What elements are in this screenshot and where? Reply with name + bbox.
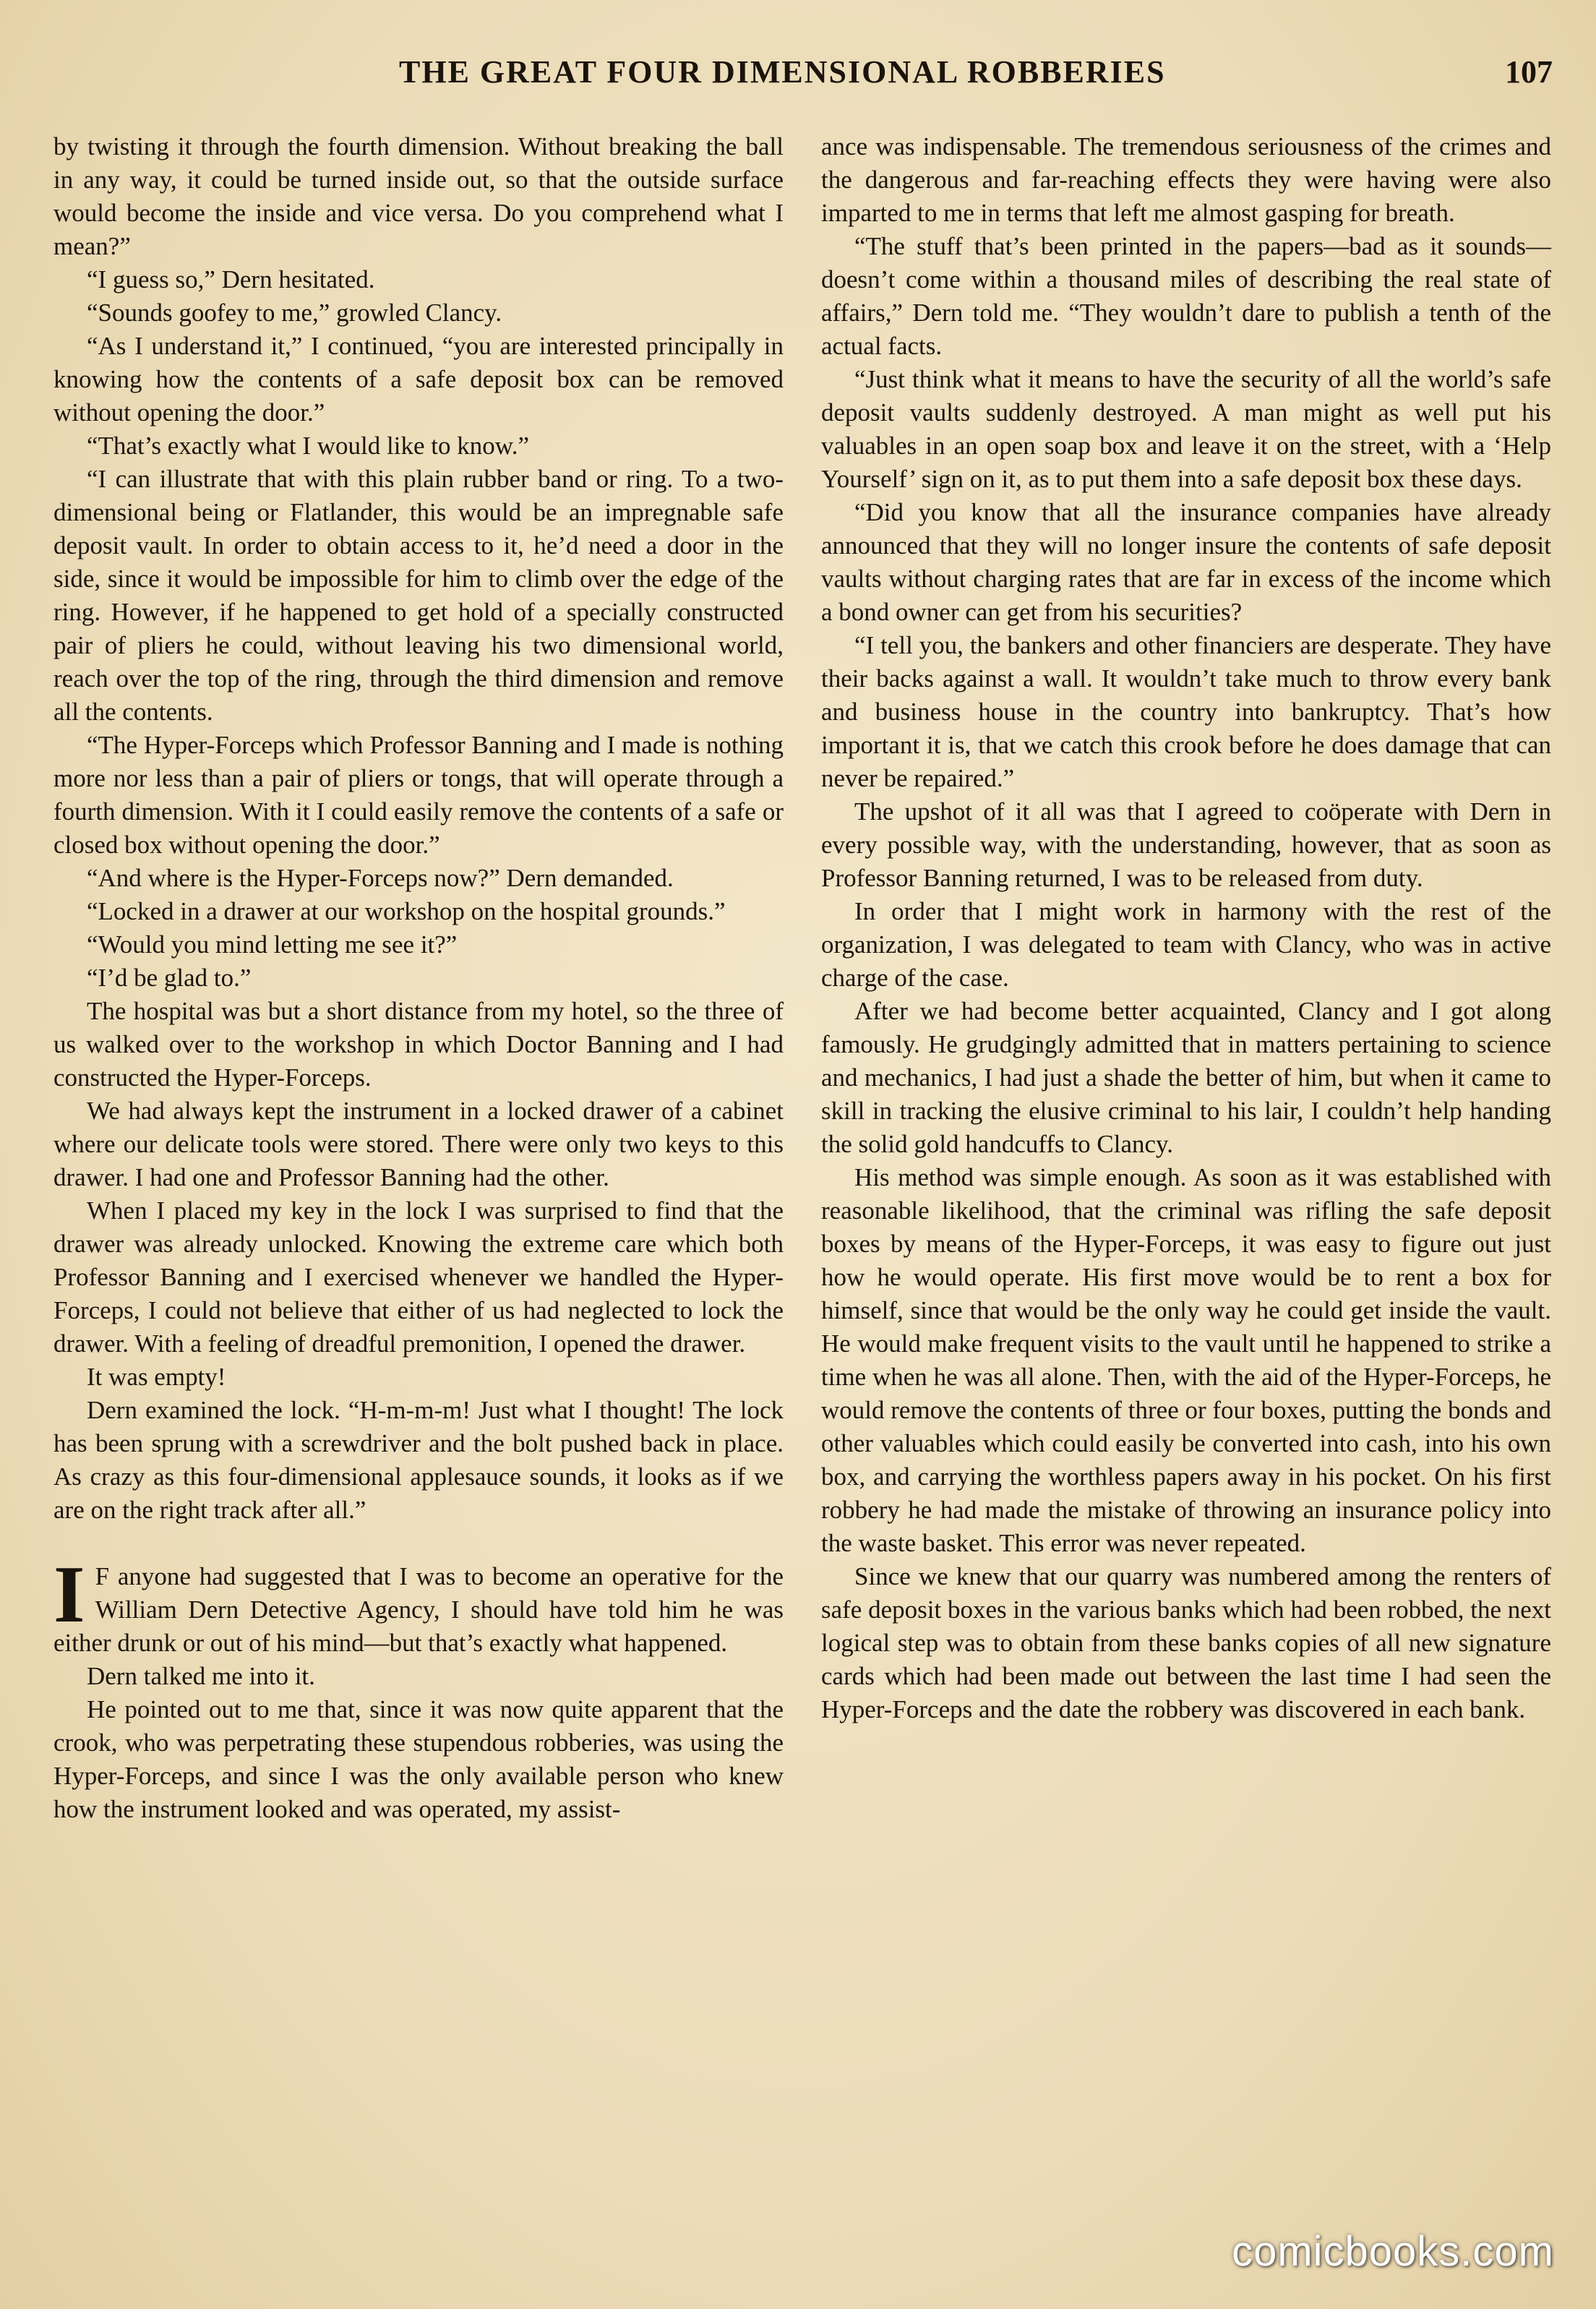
paragraph: It was empty! [87,1363,226,1391]
paragraph: “That’s exactly what I would like to know.” [87,432,530,460]
drop-cap: I [53,1550,85,1640]
paragraph: He pointed out to me that, since it was now quite apparent that the crook, who was perpetrating these stupendous robberies, was using the Hyper-Forceps, and since I was the only available person who knew how the instrument looked and was operated, my assist- [53,1695,784,1823]
paragraph: When I placed my key in the lock I was surprised to find that the drawer was already unlocked. Knowing the extreme care which both Professor Banning and I exercised whenever we handled the Hyper-Forceps, I could not believe that either of us had neglected to lock the drawer. With a feeling of dreadful premonition, I opened the drawer. [53,1196,784,1358]
paragraph: “Did you know that all the insurance companies have already announced that they will no longer insure the contents of safe deposit vaults without charging rates that are far in excess of the income which a bond owner can get from his securities? [821,498,1551,626]
running-title: THE GREAT FOUR DIMENSIONAL ROBBERIES [399,54,1166,90]
paragraph: “The Hyper-Forceps which Professor Banning and I made is nothing more nor less than a pair of pliers or tongs, that will operate through a fourth dimension. With it I could easily remove the contents of a safe or closed box without opening the door.” [53,731,784,859]
site-watermark: comicbooks.com [1232,2228,1554,2275]
paragraph: “The stuff that’s been printed in the papers—bad as it sounds—doesn’t come within a thousand miles of describing the real state of affairs,” Dern told me. “They wouldn’t dare to publish a tenth of the actual facts. [821,232,1551,360]
paragraph: Dern talked me into it. [87,1662,315,1690]
paragraph: The upshot of it all was that I agreed to coöperate with Dern in every possible way, with the understanding, however, that as soon as Professor Banning returned, I was to be released from duty. [821,797,1551,892]
left-column [53,130,784,1826]
section-opening-paragraph [53,1550,784,1660]
paragraph: In order that I might work in harmony with the rest of the organization, I was delegated to team with Clancy, who was in active charge of the case. [821,897,1551,992]
paragraph: ance was indispensable. The tremendous seriousness of the crimes and the dangerous and far-reaching effects they were having were also imparted to me in terms that left me almost gasping for breath. [821,132,1551,227]
right-column [821,130,1551,1726]
section-break [53,1527,784,1560]
paragraph: The hospital was but a short distance from my hotel, so the three of us walked over to the workshop in which Doctor Banning and I had constructed the Hyper-Forceps. [53,997,784,1092]
page-number: 107 [1505,54,1553,90]
paragraph: “Sounds goofey to me,” growled Clancy. [87,299,502,327]
paragraph-text: F anyone had suggested that I was to become an operative for the William Dern Detective Agency, I should have told him he was either drunk or out of his mind—but that’s exactly what happened. [53,1562,784,1657]
paragraph: “I can illustrate that with this plain rubber band or ring. To a two-dimensional being or Flatlander, this would be an impregnable safe deposit vault. In order to obtain access to it, he’d need a door in the side, since it would be impossible for him to climb over the edge of the ring. However, if he happened to get hold of a specially constructed pair of pliers he could, without leaving his two dimensional world, reach over the top of the ring, through the third dimension and remove all the contents. [53,465,784,726]
page-header [0,53,1596,104]
paragraph: “And where is the Hyper-Forceps now?” Dern demanded. [87,864,674,892]
paragraph: After we had become better acquainted, Clancy and I got along famously. He grudgingly admitted that in matters pertaining to science and mechanics, I had just a shade the better of him, but when it came to skill in tracking the elusive criminal to his lair, I couldn’t help handing the solid gold handcuffs to Clancy. [821,997,1551,1158]
paragraph: “Just think what it means to have the security of all the world’s safe deposit vaults suddenly destroyed. A man might as well put his valuables in an open soap box and leave it on the street, with a ‘Help Yourself’ sign on it, as to put them into a safe deposit box these days. [821,365,1551,493]
paragraph: “I guess so,” Dern hesitated. [87,265,375,294]
paragraph: “Would you mind letting me see it?” [87,930,458,959]
paragraph: Dern examined the lock. “H-m-m-m! Just what I thought! The lock has been sprung with a screwdriver and the bolt pushed back in place. As crazy as this four-dimensional applesauce sounds, it looks as if we are on the right track after all.” [53,1396,784,1524]
paragraph: “I’d be glad to.” [87,964,252,992]
paragraph: “Locked in a drawer at our workshop on the hospital grounds.” [87,897,726,925]
paragraph: by twisting it through the fourth dimension. Without breaking the ball in any way, it could be turned inside out, so that the outside surface would become the inside and vice versa. Do you comprehend what I mean?” [53,132,784,260]
paragraph: We had always kept the instrument in a locked drawer of a cabinet where our delicate tools were stored. There were only two keys to this drawer. I had one and Professor Banning had the other. [53,1097,784,1191]
paragraph: “I tell you, the bankers and other financiers are desperate. They have their backs against a wall. It wouldn’t take much to throw every bank and business house in the country into bankruptcy. That’s how important it is, that we catch this crook before he does damage that can never be repaired.” [821,631,1551,792]
paragraph: Since we knew that our quarry was numbered among the renters of safe deposit boxes in the various banks which had been robbed, the next logical step was to obtain from these banks copies of all new signature cards which had been made out between the last time I had seen the Hyper-Forceps and the date the robbery was discovered in each bank. [821,1562,1551,1723]
paragraph: His method was simple enough. As soon as it was established with reasonable likelihood, that the criminal was rifling the safe deposit boxes by means of the Hyper-Forceps, it was easy to figure out just how he would operate. His first move would be to rent a box for himself, since that would be the only way he could get inside the vault. He would make frequent visits to the vault until he happened to strike a time when he was all alone. Then, with the aid of the Hyper-Forceps, he would remove the contents of three or four boxes, putting the bonds and other valuables which could easily be converted into cash, into his own box, and carrying the worthless papers away in his pocket. On his first robbery he had made the mistake of throwing an insurance policy into the waste basket. This error was never repeated. [821,1163,1551,1557]
paragraph: “As I understand it,” I continued, “you are interested principally in knowing how the contents of a safe deposit box can be removed without opening the door.” [53,332,784,427]
